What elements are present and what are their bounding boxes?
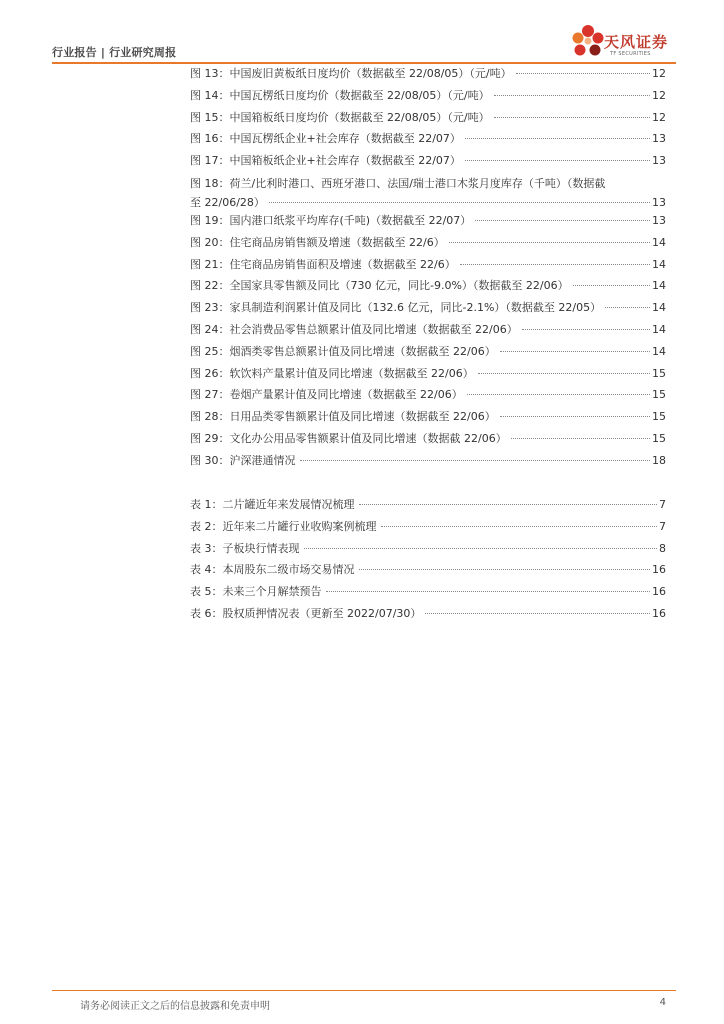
logo-chinese-text: 天风证券: [604, 33, 669, 51]
toc-page-number: 14: [652, 235, 666, 249]
toc-leader-dots: [475, 220, 650, 221]
toc-page-number: 15: [652, 410, 666, 424]
disclaimer-text: 请务必阅读正文之后的信息披露和免责申明: [80, 1001, 270, 1012]
toc-leader-dots: [478, 373, 650, 374]
toc-leader-dots: [304, 548, 658, 549]
toc-page-number: 14: [652, 301, 666, 315]
toc-entry-table4[interactable]: [190, 561, 666, 583]
toc-leader-dots: [500, 416, 650, 417]
toc-page-number: 8: [659, 541, 666, 555]
toc-entry-label: 图 25：烟酒类零售总额累计值及同比增速（数据截至 22/06）: [190, 344, 496, 358]
toc-page-number: 13: [652, 213, 666, 227]
toc-entry-fig23[interactable]: [190, 299, 666, 321]
toc-entry-label: 图 13：中国废旧黄板纸日度均价（数据截至 22/08/05）（元/吨）: [190, 67, 512, 80]
toc-entry-label: 图 24：社会消费品零售总额累计值及同比增速（数据截至 22/06）: [190, 322, 518, 336]
toc-entry-label-line2: 至 22/06/28）: [190, 195, 265, 209]
toc-leader-dots: [269, 202, 650, 203]
footer-divider: [52, 990, 676, 991]
toc-entry-label: 表 6：股权质押情况表（更新至 2022/07/30）: [190, 606, 422, 620]
toc-entry-table5[interactable]: [190, 583, 666, 605]
toc-entry-fig25[interactable]: [190, 343, 666, 365]
toc-leader-dots: [359, 504, 658, 505]
header-divider: [52, 62, 676, 64]
toc-page-number: 13: [652, 195, 666, 209]
report-type-title: 行业报告 | 行业研究周报: [52, 46, 177, 59]
toc-page-number: 14: [652, 322, 666, 336]
toc-leader-dots: [359, 569, 651, 570]
company-logo: [568, 22, 678, 62]
toc-leader-dots: [522, 329, 650, 330]
toc-page-number: 13: [652, 154, 666, 168]
flower-logo-icon: [568, 22, 608, 62]
toc-entry-fig28[interactable]: [190, 408, 666, 430]
toc-entry-fig14[interactable]: [190, 87, 666, 109]
toc-leader-dots: [465, 160, 650, 161]
toc-entry-label-line1: 图 18：荷兰/比利时港口、西班牙港口、法国/瑞士港口木浆月度库存（千吨）（数据截: [190, 176, 606, 190]
toc-entry-fig29[interactable]: [190, 430, 666, 452]
toc-entry-fig15[interactable]: [190, 109, 666, 131]
toc-page-number: 14: [652, 279, 666, 293]
toc-page-number: 15: [652, 431, 666, 445]
toc-entry-fig27[interactable]: [190, 386, 666, 408]
toc-leader-dots: [516, 73, 650, 74]
toc-leader-dots: [381, 526, 658, 527]
page-number: 4: [659, 997, 666, 1008]
toc-entry-fig20[interactable]: [190, 234, 666, 256]
toc-page-number: 14: [652, 257, 666, 271]
toc-leader-dots: [605, 307, 650, 308]
toc-entry-label: 图 14：中国瓦楞纸日度均价（数据截至 22/08/05）（元/吨）: [190, 88, 490, 102]
toc-leader-dots: [511, 438, 650, 439]
toc-entry-label: 表 4：本周股东二级市场交易情况: [190, 563, 355, 577]
toc-leader-dots: [449, 242, 650, 243]
toc-entry-label: 图 27：卷烟产量累计值及同比增速（数据截至 22/06）: [190, 388, 463, 402]
toc-entry-fig13[interactable]: [190, 65, 666, 87]
toc-entry-label: 图 21：住宅商品房销售面积及增速（数据截至 22/6）: [190, 257, 456, 271]
toc-leader-dots: [425, 613, 650, 614]
table-list: [190, 496, 666, 627]
toc-leader-dots: [500, 351, 650, 352]
toc-leader-dots: [467, 394, 650, 395]
toc-entry-label: 表 3：子板块行情表现: [190, 541, 300, 555]
toc-entry-fig22[interactable]: [190, 277, 666, 299]
toc-page-number: 13: [652, 132, 666, 146]
toc-entry-label: 图 16：中国瓦楞纸企业+社会库存（数据截至 22/07）: [190, 132, 461, 146]
toc-leader-dots: [460, 264, 650, 265]
figure-list: [190, 65, 666, 474]
toc-entry-label: 图 28：日用品类零售额累计值及同比增速（数据截至 22/06）: [190, 410, 496, 424]
toc-entry-label: 图 23：家具制造利润累计值及同比（132.6 亿元，同比-2.1%）（数据截至 22/05）: [190, 301, 602, 315]
toc-entry-label: 图 19：国内港口纸浆平均库存(千吨)（数据截至 22/07）: [190, 213, 472, 227]
toc-entry-fig18[interactable]: [190, 174, 666, 212]
toc-page-number: 12: [652, 110, 666, 124]
toc-page-number: 18: [652, 453, 666, 467]
toc-page-number: 16: [652, 563, 666, 577]
toc-entry-fig16[interactable]: [190, 130, 666, 152]
toc-entry-table3[interactable]: [190, 540, 666, 562]
toc-entry-table2[interactable]: [190, 518, 666, 540]
toc-entry-fig26[interactable]: [190, 365, 666, 387]
toc-page-number: 14: [652, 344, 666, 358]
toc-entry-fig17[interactable]: [190, 152, 666, 174]
logo-english-text: TF SECURITIES: [610, 51, 651, 57]
toc-entry-fig24[interactable]: [190, 321, 666, 343]
toc-leader-dots: [465, 138, 650, 139]
toc-leader-dots: [300, 460, 651, 461]
toc-leader-dots: [573, 285, 650, 286]
toc-page-number: 15: [652, 388, 666, 402]
toc-entry-label: 图 17：中国箱板纸企业+社会库存（数据截至 22/07）: [190, 154, 461, 168]
toc-page-number: 15: [652, 366, 666, 380]
toc-entry-label: 表 5：未来三个月解禁预告: [190, 585, 322, 599]
toc-entry-label: 表 1：二片罐近年来发展情况梳理: [190, 498, 355, 511]
toc-page-number: 16: [652, 606, 666, 620]
toc-page-number: 12: [652, 67, 666, 80]
toc-entry-label: 表 2：近年来二片罐行业收购案例梳理: [190, 519, 377, 533]
toc-page-number: 12: [652, 88, 666, 102]
toc-leader-dots: [494, 117, 650, 118]
toc-leader-dots: [326, 591, 651, 592]
toc-page-number: 7: [659, 519, 666, 533]
toc-entry-label: 图 22：全国家具零售额及同比（730 亿元，同比-9.0%）（数据截至 22/06）: [190, 279, 569, 293]
toc-entry-fig30[interactable]: [190, 452, 666, 474]
toc-entry-table1[interactable]: [190, 496, 666, 518]
toc-entry-label: 图 15：中国箱板纸日度均价（数据截至 22/08/05）（元/吨）: [190, 110, 490, 124]
toc-entry-label: 图 26：软饮料产量累计值及同比增速（数据截至 22/06）: [190, 366, 474, 380]
toc-page-number: 16: [652, 585, 666, 599]
toc-entry-table6[interactable]: [190, 605, 666, 627]
toc-entry-label: 图 20：住宅商品房销售额及增速（数据截至 22/6）: [190, 235, 445, 249]
toc-leader-dots: [494, 95, 650, 96]
toc-page-number: 7: [659, 498, 666, 511]
toc-entry-label: 图 29：文化办公用品零售额累计值及同比增速（数据截 22/06）: [190, 431, 507, 445]
toc-entry-fig19[interactable]: [190, 212, 666, 234]
toc-entry-fig21[interactable]: [190, 256, 666, 278]
toc-entry-label: 图 30：沪深港通情况: [190, 453, 296, 467]
